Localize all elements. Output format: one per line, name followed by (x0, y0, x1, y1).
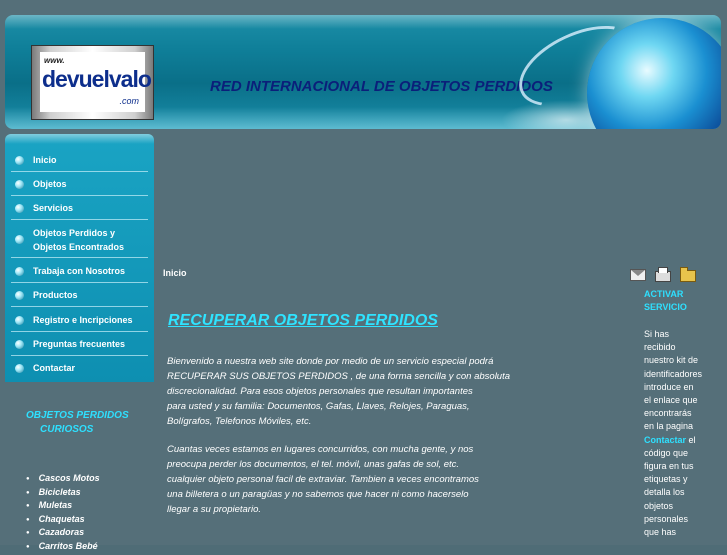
list-item[interactable]: ● Muletas (26, 499, 100, 513)
list-item[interactable]: ● Carritos Bebé (26, 540, 100, 554)
logo-www: www. (44, 56, 65, 65)
bullet-icon (15, 235, 24, 244)
sidebar-item-objetos[interactable] (11, 173, 148, 196)
sidebar-item-objetos-perdidos-encontrados[interactable] (11, 222, 148, 258)
contactar-link[interactable]: Contactar (644, 434, 687, 445)
list-item[interactable]: ● Bicicletas (26, 486, 100, 500)
email-icon[interactable] (630, 269, 646, 281)
text-line: que has (644, 527, 677, 538)
bullet-icon (15, 180, 24, 189)
sidebar-nav (5, 134, 154, 382)
site-header (5, 15, 721, 129)
contactar-line (644, 434, 704, 447)
sidebar-item-preguntas[interactable] (11, 333, 148, 356)
sidebar-item-label: Objetos Perdidos y Objetos Encontrados (33, 227, 125, 252)
right-text (644, 328, 704, 539)
text-line: introduce en (644, 381, 694, 392)
text-line: discrecionalidad. Para esos objetos personales que resultan importantes (167, 386, 473, 397)
text-line: Si has (644, 329, 670, 339)
sidebar-item-trabaja[interactable] (11, 260, 148, 283)
text-line: Cuantas veces estamos en lugares concurridos, con mucha gente, y nos (167, 444, 474, 455)
curiosos-title-line2: CURIOSOS (40, 424, 94, 435)
text-line: en la pagina (644, 421, 694, 432)
text-line: Bolígrafos, Telefonos Móviles, etc. (167, 416, 312, 427)
sidebar-item-contactar[interactable] (11, 357, 148, 379)
text-line: etiquetas y (644, 474, 688, 485)
text-line: código que (644, 447, 689, 458)
bullet-icon (15, 364, 24, 373)
sidebar-item-label: Objetos (33, 179, 67, 189)
logo-inner (40, 52, 151, 112)
text-line: encontrarás (644, 408, 692, 419)
sidebar-item-label: Registro e Incripciones (33, 315, 133, 325)
text-line: figura en tus (644, 461, 694, 472)
sidebar-item-productos[interactable] (11, 284, 148, 307)
print-icon[interactable] (655, 271, 671, 282)
site-logo[interactable] (31, 45, 154, 120)
text-line: nuestro kit de (644, 355, 699, 366)
bullet-icon (15, 291, 24, 300)
logo-name: devuelvalo (42, 66, 151, 92)
text-line: una billetera o un paragüas y no sabemos que hacer ni como hacerselo (167, 489, 469, 500)
text-line: objetos (644, 500, 674, 511)
right-column (644, 288, 704, 539)
text-line: personales (644, 513, 689, 524)
sidebar-item-label: Inicio (33, 155, 57, 165)
bullet-icon (15, 340, 24, 349)
page-title: RECUPERAR OBJETOS PERDIDOS (168, 312, 438, 329)
intro-paragraph (167, 354, 547, 429)
breadcrumb[interactable]: Inicio (163, 268, 187, 278)
text-line: Bienvenido a nuestra web site donde por medio de un servicio especial podrá (167, 356, 494, 367)
activar-servicio-link[interactable] (644, 288, 704, 314)
bullet-icon (15, 267, 24, 276)
sidebar-item-label: Preguntas frecuentes (33, 339, 126, 349)
sidebar-item-label: Trabaja con Nosotros (33, 266, 126, 276)
bullet-icon (15, 204, 24, 213)
curiosos-heading (26, 409, 136, 437)
text-line: recibido (644, 342, 676, 353)
list-item[interactable]: ● Chaquetas (26, 513, 100, 527)
curiosos-list (26, 472, 100, 553)
body-paragraph (167, 442, 547, 517)
text-line: preocupa perder los documentos, el tel. móvil, unas gafas de sol, etc. (167, 459, 460, 470)
sidebar-item-label: Productos (33, 290, 78, 300)
page-tools (630, 266, 696, 282)
text-line: para usted y su familia: Documentos, Gafas, Llaves, Relojes, Paraguas, (167, 401, 470, 412)
logo-com: .com (119, 96, 139, 106)
text-line: detalla los (644, 487, 685, 498)
activar-line1: ACTIVAR (644, 289, 684, 299)
sidebar-item-label: Contactar (33, 363, 76, 373)
list-item[interactable]: ● Cazadoras (26, 526, 100, 540)
sidebar-top (5, 134, 154, 144)
text-line: cualquier objeto personal facil de extraviar. Tambien a veces encontramos (167, 474, 479, 485)
sidebar-item-servicios[interactable] (11, 197, 148, 220)
text-line: llegar a su propietario. (167, 504, 261, 515)
site-title: RED INTERNACIONAL DE OBJETOS PERDIDOS (210, 78, 553, 95)
text-line: identificadores (644, 368, 703, 379)
sidebar-item-inicio[interactable] (11, 149, 148, 172)
curiosos-title-line1: OBJETOS PERDIDOS (26, 410, 129, 421)
text-line: RECUPERAR SUS OBJETOS PERDIDOS , de una forma sencilla y con absoluta (167, 371, 511, 382)
text-line: el enlace que (644, 395, 698, 406)
folder-icon[interactable] (680, 270, 696, 282)
sidebar-item-label: Servicios (33, 203, 74, 213)
text-fragment: el (686, 434, 696, 445)
sidebar-item-registro[interactable] (11, 309, 148, 332)
list-item[interactable]: ● Cascos Motos (26, 472, 100, 486)
bullet-icon (15, 156, 24, 165)
activar-line2: SERVICIO (644, 302, 687, 312)
bullet-icon (15, 316, 24, 325)
